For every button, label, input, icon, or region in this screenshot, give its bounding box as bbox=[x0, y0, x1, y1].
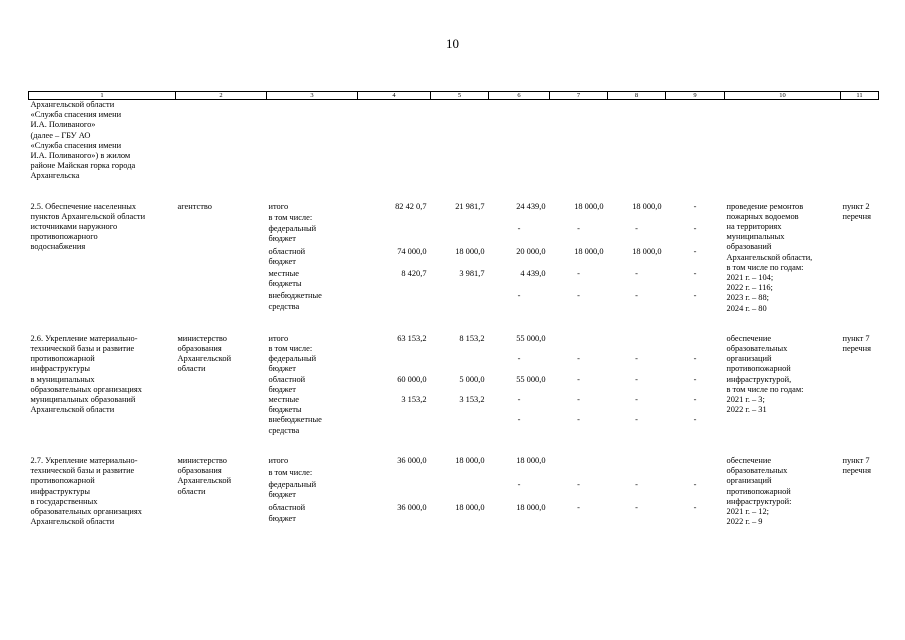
executor-line: Архангельской bbox=[177, 476, 232, 486]
value-c4: 63 153,2 bbox=[397, 333, 427, 343]
value-c9 bbox=[666, 344, 725, 354]
funding-source-line: бюджет bbox=[268, 384, 296, 394]
value-c4: 60 000,0 bbox=[397, 374, 427, 384]
measure-title-line: инфраструктуры bbox=[30, 364, 91, 374]
value-c4 bbox=[358, 468, 431, 480]
value-c8 bbox=[608, 334, 666, 344]
value-c5: 18 000,0 bbox=[455, 455, 485, 465]
table-body bbox=[29, 100, 879, 528]
value-c5 bbox=[431, 468, 489, 480]
header-col-8: 8 bbox=[608, 92, 666, 100]
intro-line: И.А. Поливаного») в жилом bbox=[30, 151, 131, 161]
funding-source-line: в том числе: bbox=[268, 467, 313, 477]
value-c6: - bbox=[517, 354, 521, 364]
funding-source-line: бюджет bbox=[268, 489, 296, 499]
empty-cell bbox=[267, 100, 358, 182]
executor-line: министерство bbox=[177, 455, 227, 465]
expected-result-line: образовательных bbox=[726, 344, 788, 354]
value-c4 bbox=[358, 213, 431, 224]
section-gap bbox=[29, 436, 879, 456]
expected-result-line: организаций bbox=[726, 354, 772, 364]
value-c9 bbox=[666, 468, 725, 480]
value-c7: 18 000,0 bbox=[574, 246, 604, 256]
header-col-11: 11 bbox=[841, 92, 879, 100]
expected-result-line: в том числе по годам: bbox=[726, 262, 804, 272]
header-col-10: 10 bbox=[725, 92, 841, 100]
page-number: 10 bbox=[446, 36, 459, 51]
value-c5 bbox=[431, 354, 489, 374]
empty-cell bbox=[489, 100, 550, 182]
value-c4: 36 000,0 bbox=[397, 455, 427, 465]
value-c7: - bbox=[577, 268, 580, 278]
value-c9: - bbox=[693, 503, 697, 513]
measure-title bbox=[29, 456, 176, 527]
value-c8: - bbox=[635, 354, 638, 364]
value-c5: 8 153,2 bbox=[459, 333, 485, 343]
value-c4: 3 153,2 bbox=[401, 395, 427, 405]
funding-source-line: местные bbox=[268, 268, 299, 278]
measure-title-line: пунктов Архангельской области bbox=[30, 211, 146, 221]
value-c7: - bbox=[577, 374, 580, 384]
header-row bbox=[29, 92, 879, 100]
value-c6: - bbox=[517, 479, 521, 489]
value-c4: 74 000,0 bbox=[397, 246, 427, 256]
expected-result-line: муниципальных bbox=[726, 232, 785, 242]
value-c9: - bbox=[693, 268, 697, 278]
value-c6: 20 000,0 bbox=[516, 246, 546, 256]
funding-source-line: бюджет bbox=[268, 256, 296, 266]
intro-line: Архангельска bbox=[30, 171, 80, 181]
expected-result-line: в том числе по годам: bbox=[726, 384, 804, 394]
measure-title bbox=[29, 334, 176, 436]
value-c5: 21 981,7 bbox=[455, 201, 485, 211]
header-col-5: 5 bbox=[431, 92, 489, 100]
measure-title-line: образовательных организациях bbox=[30, 506, 142, 516]
expected-result-line: организаций bbox=[726, 476, 772, 486]
value-c9: - bbox=[693, 395, 697, 405]
measure-title-line: муниципальных образований bbox=[30, 395, 136, 405]
value-c7: - bbox=[577, 354, 580, 364]
value-c5 bbox=[431, 480, 489, 504]
executor-line: образования bbox=[177, 466, 222, 476]
funding-source bbox=[267, 213, 358, 224]
value-c9 bbox=[666, 213, 725, 224]
section-gap bbox=[29, 182, 879, 202]
value-c8: - bbox=[635, 415, 638, 425]
expected-result-line: 2023 г. – 88; bbox=[726, 293, 770, 303]
expected-result-line: обеспечение bbox=[726, 455, 772, 465]
value-c6: - bbox=[517, 291, 521, 301]
value-c6: - bbox=[517, 224, 521, 234]
reference-line: перечня bbox=[842, 344, 871, 354]
expected-result-line: образований bbox=[726, 242, 772, 252]
value-c5 bbox=[431, 291, 489, 313]
value-c8: - bbox=[635, 291, 638, 301]
value-c9: - bbox=[693, 374, 697, 384]
value-c7 bbox=[550, 334, 608, 344]
header-col-7: 7 bbox=[550, 92, 608, 100]
measure-title-line: 2.6. Укрепление материально- bbox=[30, 333, 138, 343]
value-c6: 18 000,0 bbox=[516, 503, 546, 513]
executor-line: Архангельской bbox=[177, 354, 232, 364]
funding-source bbox=[267, 269, 358, 291]
empty-cell bbox=[550, 100, 608, 182]
funding-source-line: бюджеты bbox=[268, 405, 302, 415]
funding-source bbox=[267, 354, 358, 374]
intro-line: Архангельской области bbox=[30, 100, 115, 109]
expected-result bbox=[725, 202, 841, 314]
reference-line: пункт 7 bbox=[842, 455, 870, 465]
value-c6: - bbox=[517, 415, 521, 425]
expected-result-line: 2022 г. – 31 bbox=[726, 405, 767, 415]
executor-line: образования bbox=[177, 344, 222, 354]
column-number-header bbox=[29, 92, 879, 100]
expected-result-line: пожарных водоемов bbox=[726, 211, 799, 221]
intro-line: И.А. Поливаного» bbox=[30, 120, 96, 130]
empty-cell bbox=[358, 100, 431, 182]
header-col-9: 9 bbox=[666, 92, 725, 100]
value-c9 bbox=[666, 456, 725, 468]
funding-source bbox=[267, 247, 358, 269]
measure-title-line: противопожарной bbox=[30, 354, 95, 364]
value-c6: 55 000,0 bbox=[516, 333, 546, 343]
reference bbox=[841, 202, 879, 314]
value-c7: 18 000,0 bbox=[574, 201, 604, 211]
funding-source-line: средства bbox=[268, 425, 300, 435]
value-c8: 18 000,0 bbox=[632, 246, 662, 256]
funding-source-line: в том числе: bbox=[268, 344, 313, 354]
funding-source-line: бюджет bbox=[268, 364, 296, 374]
value-c9: - bbox=[693, 354, 697, 364]
value-c7 bbox=[550, 468, 608, 480]
executor-line: области bbox=[177, 364, 206, 374]
value-c9: - bbox=[693, 224, 697, 234]
funding-source-line: федеральный bbox=[268, 354, 317, 364]
header-col-1: 1 bbox=[29, 92, 176, 100]
value-c4 bbox=[358, 415, 431, 435]
funding-source-line: итого bbox=[268, 201, 289, 211]
expected-result bbox=[725, 456, 841, 527]
value-c7 bbox=[550, 344, 608, 354]
measure-title-line: водоснабжения bbox=[30, 242, 86, 252]
value-c6 bbox=[489, 213, 550, 224]
intro-line: районе Майская горка города bbox=[30, 161, 136, 171]
expected-result-line: 2022 г. – 116; bbox=[726, 283, 773, 293]
executor bbox=[176, 334, 267, 436]
value-c9 bbox=[666, 334, 725, 344]
expected-result-line: 2022 г. – 9 bbox=[726, 517, 763, 527]
executor-line: агентство bbox=[177, 201, 212, 211]
empty-cell bbox=[666, 100, 725, 182]
value-c4 bbox=[358, 344, 431, 354]
funding-source bbox=[267, 415, 358, 435]
funding-source bbox=[267, 456, 358, 468]
value-c6: - bbox=[517, 395, 521, 405]
value-c8 bbox=[608, 456, 666, 468]
funding-source bbox=[267, 395, 358, 415]
value-c6: 24 439,0 bbox=[516, 201, 546, 211]
empty-cell bbox=[608, 100, 666, 182]
value-c4: 82 42 0,7 bbox=[395, 201, 427, 211]
value-c4 bbox=[358, 480, 431, 504]
expected-result-line: противопожарной bbox=[726, 486, 791, 496]
value-c5 bbox=[431, 344, 489, 354]
funding-source bbox=[267, 480, 358, 504]
value-c7 bbox=[550, 456, 608, 468]
executor-line: министерство bbox=[177, 333, 227, 343]
value-c8 bbox=[608, 213, 666, 224]
value-c4: 36 000,0 bbox=[397, 503, 427, 513]
table-row bbox=[29, 456, 879, 468]
value-c6: 55 000,0 bbox=[516, 374, 546, 384]
table-row bbox=[29, 202, 879, 213]
executor-line: области bbox=[177, 486, 206, 496]
table-row bbox=[29, 334, 879, 344]
intro-line: «Служба спасения имени bbox=[30, 140, 122, 150]
expected-result-line: 2024 г. – 80 bbox=[726, 303, 767, 313]
reference-line: пункт 2 bbox=[842, 201, 870, 211]
funding-source-line: местные bbox=[268, 395, 299, 405]
reference bbox=[841, 334, 879, 436]
value-c5: 5 000,0 bbox=[459, 374, 485, 384]
funding-source bbox=[267, 503, 358, 527]
measure-title-line: технической базы и развитие bbox=[30, 344, 135, 354]
funding-source-line: бюджет bbox=[268, 513, 296, 523]
value-c6: 18 000,0 bbox=[516, 455, 546, 465]
expected-result-line: противопожарной bbox=[726, 364, 791, 374]
funding-source-line: внебюджетные bbox=[268, 415, 322, 425]
intro-line: (далее – ГБУ АО bbox=[30, 130, 91, 140]
value-c7 bbox=[550, 213, 608, 224]
measure-title-line: Архангельской области bbox=[30, 517, 115, 527]
funding-source-line: итого bbox=[268, 333, 289, 343]
value-c6 bbox=[489, 344, 550, 354]
measure-title-line: инфраструктуры bbox=[30, 486, 91, 496]
expected-result-line: 2021 г. – 3; bbox=[726, 395, 765, 405]
funding-source-line: бюджет bbox=[268, 234, 296, 244]
expected-result-line: проведение ремонтов bbox=[726, 201, 804, 211]
header-col-3: 3 bbox=[267, 92, 358, 100]
funding-source-line: федеральный bbox=[268, 479, 317, 489]
value-c9: - bbox=[693, 201, 697, 211]
measure-title-line: противопожарной bbox=[30, 476, 95, 486]
intro-text bbox=[29, 100, 176, 182]
funding-source-line: внебюджетные bbox=[268, 291, 322, 301]
value-c7: - bbox=[577, 503, 580, 513]
measure-title-line: источниками наружного bbox=[30, 222, 118, 232]
value-c8 bbox=[608, 344, 666, 354]
funding-source-line: областной bbox=[268, 374, 306, 384]
value-c5 bbox=[431, 415, 489, 435]
funding-source bbox=[267, 375, 358, 395]
value-c5: 18 000,0 bbox=[455, 503, 485, 513]
value-c9: - bbox=[693, 246, 697, 256]
empty-cell bbox=[841, 100, 879, 182]
value-c7: - bbox=[577, 395, 580, 405]
funding-source-line: областной bbox=[268, 503, 306, 513]
expected-result-line: обеспечение bbox=[726, 333, 772, 343]
value-c6: 4 439,0 bbox=[520, 268, 546, 278]
expected-result-line: 2021 г. – 12; bbox=[726, 506, 770, 516]
executor bbox=[176, 456, 267, 527]
intro-row bbox=[29, 100, 879, 182]
expected-result-line: Архангельской области, bbox=[726, 252, 813, 262]
value-c8: - bbox=[635, 224, 638, 234]
value-c5 bbox=[431, 213, 489, 224]
expected-result-line: на территориях bbox=[726, 222, 782, 232]
expected-result bbox=[725, 334, 841, 436]
empty-cell bbox=[431, 100, 489, 182]
value-c9: - bbox=[693, 415, 697, 425]
expected-result-line: 2021 г. – 104; bbox=[726, 273, 774, 283]
measure-title-line: противопожарного bbox=[30, 232, 98, 242]
funding-source-line: средства bbox=[268, 301, 300, 311]
empty-cell bbox=[725, 100, 841, 182]
expected-result-line: инфраструктурой, bbox=[726, 374, 792, 384]
measure-title-line: 2.5. Обеспечение населенных bbox=[30, 201, 137, 211]
value-c7: - bbox=[577, 415, 580, 425]
funding-source bbox=[267, 291, 358, 313]
measure-title-line: в государственных bbox=[30, 496, 98, 506]
funding-source bbox=[267, 202, 358, 213]
reference-line: перечня bbox=[842, 211, 871, 221]
value-c9: - bbox=[693, 479, 697, 489]
value-c8 bbox=[608, 468, 666, 480]
expected-result-line: образовательных bbox=[726, 466, 788, 476]
value-c7: - bbox=[577, 291, 580, 301]
funding-source-line: бюджеты bbox=[268, 279, 302, 289]
value-c4 bbox=[358, 291, 431, 313]
header-col-4: 4 bbox=[358, 92, 431, 100]
funding-source-line: федеральный bbox=[268, 224, 317, 234]
measure-title-line: образовательных организациях bbox=[30, 384, 142, 394]
value-c8: - bbox=[635, 374, 638, 384]
measure-title-line: Архангельской области bbox=[30, 405, 115, 415]
value-c7: - bbox=[577, 479, 580, 489]
value-c5: 3 981,7 bbox=[459, 268, 485, 278]
funding-source bbox=[267, 224, 358, 246]
funding-source bbox=[267, 468, 358, 480]
value-c7: - bbox=[577, 224, 580, 234]
value-c5: 3 153,2 bbox=[459, 395, 485, 405]
funding-source-line: областной bbox=[268, 246, 306, 256]
value-c9: - bbox=[693, 291, 697, 301]
value-c5: 18 000,0 bbox=[455, 246, 485, 256]
value-c8: 18 000,0 bbox=[632, 201, 662, 211]
value-c4 bbox=[358, 224, 431, 246]
value-c8: - bbox=[635, 395, 638, 405]
value-c6 bbox=[489, 468, 550, 480]
reference-line: пункт 7 bbox=[842, 333, 870, 343]
funding-source-line: в том числе: bbox=[268, 212, 313, 222]
header-col-6: 6 bbox=[489, 92, 550, 100]
value-c8: - bbox=[635, 503, 638, 513]
measure-title-line: 2.7. Укрепление материально- bbox=[30, 455, 138, 465]
funding-source-line: итого bbox=[268, 455, 289, 465]
value-c8: - bbox=[635, 268, 638, 278]
measure-title-line: в муниципальных bbox=[30, 374, 95, 384]
value-c8: - bbox=[635, 479, 638, 489]
executor bbox=[176, 202, 267, 314]
reference bbox=[841, 456, 879, 527]
measure-title-line: технической базы и развитие bbox=[30, 466, 135, 476]
header-col-2: 2 bbox=[176, 92, 267, 100]
empty-cell bbox=[176, 100, 267, 182]
expected-result-line: инфраструктурой: bbox=[726, 496, 792, 506]
value-c4 bbox=[358, 354, 431, 374]
reference-line: перечня bbox=[842, 466, 871, 476]
section-gap bbox=[29, 314, 879, 334]
program-table bbox=[28, 91, 879, 527]
funding-source bbox=[267, 344, 358, 354]
funding-source bbox=[267, 334, 358, 344]
value-c5 bbox=[431, 224, 489, 246]
value-c4: 8 420,7 bbox=[401, 268, 427, 278]
measure-title bbox=[29, 202, 176, 314]
intro-line: «Служба спасения имени bbox=[30, 110, 122, 120]
